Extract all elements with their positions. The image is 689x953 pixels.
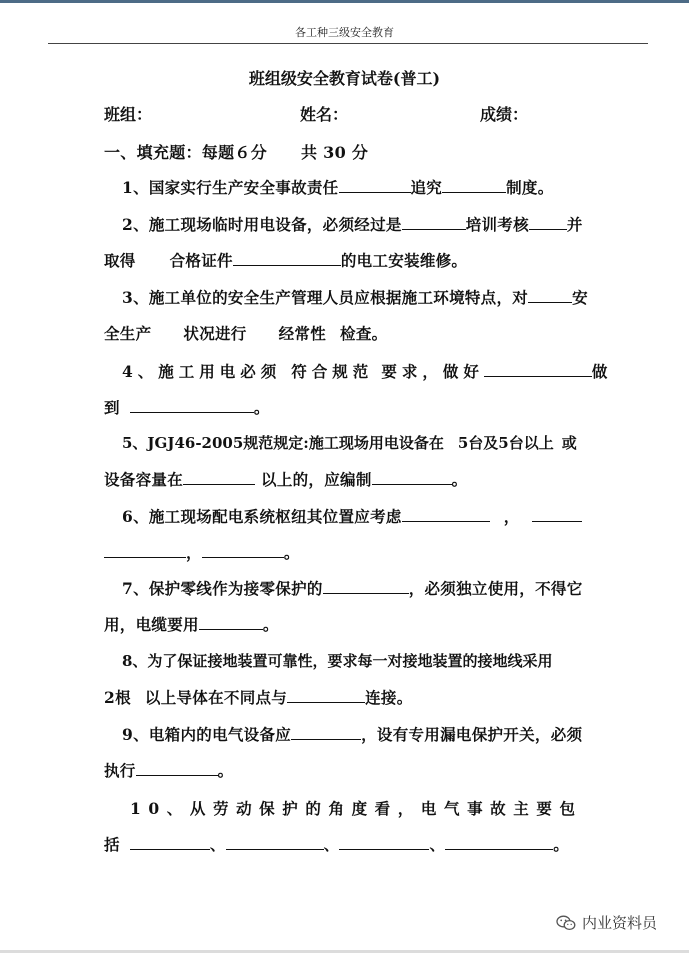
q4-blank-2[interactable]	[130, 398, 254, 413]
name-label: 姓名：	[300, 105, 349, 124]
q5-text-f: 。	[451, 470, 468, 489]
q6-text-b: ，	[503, 507, 520, 526]
q2-blank-1[interactable]	[402, 215, 466, 230]
q10-blank-1[interactable]	[130, 835, 210, 850]
page-header: 各工种三级安全教育	[295, 26, 394, 39]
question-2-line-1	[122, 213, 583, 235]
q7-text-a: 7、保护零线作为接零保护的	[122, 579, 323, 598]
q9-text-a: 9、电箱内的电气设备应	[122, 725, 292, 744]
q5-text-b: 5台及5台以上	[457, 434, 554, 452]
q10-text-f: 。	[553, 835, 570, 854]
header-rule	[48, 43, 648, 44]
q3-blank-1[interactable]	[528, 288, 572, 303]
question-6-line-2	[104, 541, 300, 563]
question-2-line-2	[104, 249, 467, 271]
q5-text-c: 或	[561, 434, 577, 452]
q5-blank-2[interactable]	[372, 470, 452, 485]
q10-text-a: 10、从劳动保护的角度看，电气事故主要包	[130, 799, 583, 818]
question-10-line-1	[130, 797, 583, 819]
q5-text-a: 5、JGJ46-2005规范规定:施工现场用电设备在	[122, 434, 444, 452]
q7-text-d: 。	[262, 615, 279, 634]
q10-text-b: 括	[104, 835, 120, 854]
q10-blank-4[interactable]	[445, 835, 553, 850]
q2-blank-2[interactable]	[529, 215, 567, 230]
question-9-line-1	[122, 723, 582, 745]
q3-text-b: 安	[572, 288, 588, 307]
q8-blank-1[interactable]	[287, 688, 365, 703]
q10-text-c: 、	[209, 835, 226, 854]
q9-text-d: 。	[217, 761, 234, 780]
question-7-line-2	[104, 613, 279, 635]
q2-blank-3[interactable]	[233, 251, 341, 266]
question-3-line-1	[122, 286, 588, 308]
q4-text-d: 做	[591, 362, 608, 381]
q1-text-a: 1、国家实行生产安全事故责任	[122, 178, 339, 197]
q3-text-a: 3、施工单位的安全生产管理人员应根据施工环境特点，对	[122, 288, 529, 307]
question-8-line-1	[122, 650, 552, 671]
q8-text-a: 8、为了保证接地装置可靠性，要求每一对接地装置的接地线采用	[122, 652, 553, 670]
section-heading-text: 一、填充题：每题６分	[104, 143, 268, 162]
q4-text-f: 。	[253, 398, 270, 417]
q6-blank-1[interactable]	[402, 507, 490, 522]
q1-text-b: 追究	[410, 178, 443, 197]
q5-text-e: 以上的，应编制	[261, 470, 372, 489]
q10-text-d: 、	[323, 835, 340, 854]
q4-text-e: 到	[104, 398, 120, 417]
q7-blank-2[interactable]	[199, 615, 263, 630]
q10-blank-3[interactable]	[339, 835, 429, 850]
q5-blank-1[interactable]	[183, 470, 255, 485]
q2-text-c: 并	[566, 215, 583, 234]
q8-text-d: 连接。	[365, 688, 413, 707]
q9-text-c: 执行	[104, 761, 136, 780]
q7-text-b: ，必须独立使用，不得它	[408, 579, 583, 598]
q4-blank-1[interactable]	[484, 362, 592, 377]
watermark-text: 内业资料员	[582, 914, 658, 932]
q6-text-d: 。	[283, 543, 300, 562]
section-heading	[104, 140, 368, 163]
q8-text-b: 2根	[104, 688, 131, 707]
question-5-line-2	[104, 468, 467, 490]
score-label: 成绩：	[480, 105, 529, 124]
q10-blank-2[interactable]	[226, 835, 324, 850]
q6-text-a: 6、施工现场配电系统枢纽其位置应考虑	[122, 507, 402, 526]
question-4-line-1	[122, 360, 608, 382]
q10-text-e: 、	[429, 835, 446, 854]
q6-blank-3[interactable]	[104, 543, 186, 558]
q9-blank-2[interactable]	[136, 761, 218, 776]
question-1	[122, 176, 554, 198]
window-top-border	[0, 0, 689, 3]
question-6-line-1	[122, 505, 582, 527]
q2-text-d: 取得	[104, 251, 136, 270]
q2-text-b: 培训考核	[465, 215, 529, 234]
q2-text-e: 合格证件	[169, 251, 233, 270]
q3-text-c: 全生产	[104, 324, 152, 343]
class-label: 班组：	[104, 105, 153, 124]
q6-text-c: ，	[186, 543, 202, 562]
q4-text-c: 要求，做好	[381, 362, 484, 381]
page-title: 班组级安全教育试卷(普工)	[248, 69, 441, 88]
q4-text-b: 符合规范	[291, 362, 374, 381]
q3-text-d: 状况进行	[183, 324, 247, 343]
q4-text-a: 4、施工用电必须	[122, 362, 282, 381]
q5-text-d: 设备容量在	[104, 470, 184, 489]
q1-blank-1[interactable]	[339, 178, 411, 193]
section-total: 共 30 分	[301, 143, 369, 162]
q3-text-f: 检查。	[340, 324, 388, 343]
q7-blank-1[interactable]	[323, 579, 409, 594]
watermark	[556, 912, 657, 933]
q6-blank-4[interactable]	[202, 543, 284, 558]
q3-text-e: 经常性	[278, 324, 327, 343]
q1-blank-2[interactable]	[442, 178, 506, 193]
wechat-icon	[556, 915, 576, 931]
question-4-line-2	[104, 396, 270, 418]
q2-text-f: 的电工安装维修。	[340, 251, 468, 270]
q1-text-c: 制度。	[506, 178, 554, 197]
question-5-line-1	[122, 432, 577, 453]
q9-text-b: ，设有专用漏电保护开关，必须	[361, 725, 583, 744]
question-8-line-2	[104, 686, 413, 708]
q8-text-c: 以上导体在不同点与	[144, 688, 288, 707]
q7-text-c: 用，电缆要用	[104, 615, 199, 634]
q2-text-a: 2、施工现场临时用电设备，必须经过是	[122, 215, 402, 234]
question-10-line-2	[104, 833, 569, 855]
q6-blank-2[interactable]	[532, 507, 582, 522]
question-3-line-2	[104, 322, 387, 344]
q9-blank-1[interactable]	[291, 725, 361, 740]
question-7-line-1	[122, 577, 583, 599]
question-9-line-2	[104, 759, 233, 781]
